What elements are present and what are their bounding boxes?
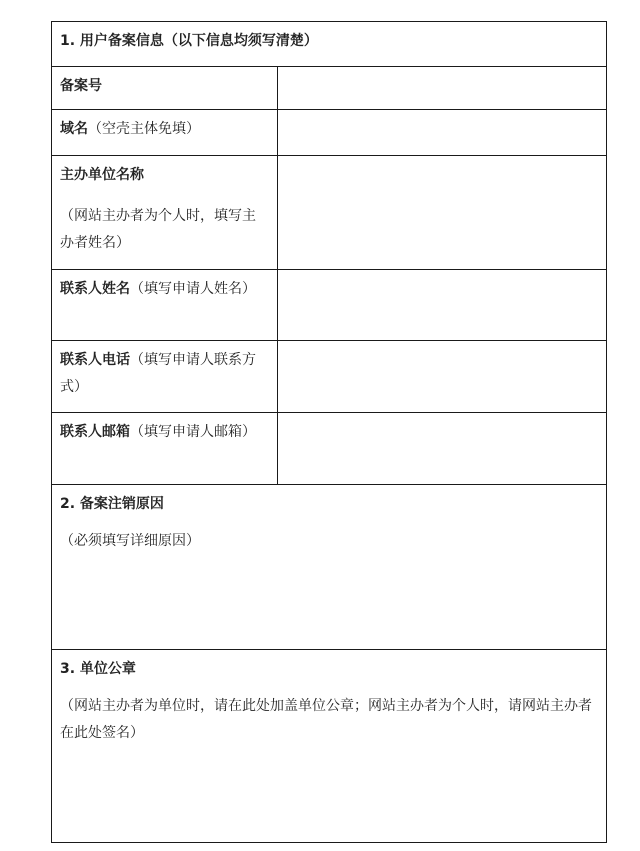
contact-name-row [52,270,607,341]
section3-note: （网站主办者为单位时，请在此处加盖单位公章；网站主办者为个人时，请网站主办者在此处签名） [60,698,592,741]
cancellation-form-table [51,21,607,843]
contact-email-label-cell [52,413,278,485]
domain-row [52,110,607,156]
contact-name-value-cell[interactable] [278,270,607,341]
domain-value-cell[interactable] [278,110,607,156]
contact-phone-hint: （填写申请人联系方式） [60,352,256,395]
section1-title-cell [52,22,607,67]
domain-hint: （空壳主体免填） [88,121,200,137]
organizer-name-label-cell [52,156,278,270]
record-number-row [52,67,607,110]
record-number-label-cell [52,67,278,110]
record-number-value-cell[interactable] [278,67,607,110]
official-seal-cell[interactable] [52,650,607,843]
contact-phone-label: 联系人电话 [60,352,130,368]
section1-title: 1. 用户备案信息（以下信息均须写清楚） [60,33,318,49]
domain-label: 域名 [60,121,88,137]
contact-email-value-cell[interactable] [278,413,607,485]
contact-name-label: 联系人姓名 [60,281,130,297]
organizer-name-hint: （网站主办者为个人时，填写主办者姓名） [60,208,256,251]
contact-email-row [52,413,607,485]
contact-name-hint: （填写申请人姓名） [130,281,256,297]
section2-title: 2. 备案注销原因 [60,496,164,512]
contact-email-label: 联系人邮箱 [60,424,130,440]
domain-label-cell [52,110,278,156]
organizer-name-value-cell[interactable] [278,156,607,270]
contact-phone-value-cell[interactable] [278,341,607,413]
cancellation-reason-cell[interactable] [52,485,607,650]
contact-phone-row [52,341,607,413]
contact-phone-label-cell [52,341,278,413]
organizer-name-label: 主办单位名称 [60,167,144,183]
contact-email-hint: （填写申请人邮箱） [130,424,256,440]
section2-note: （必须填写详细原因） [60,533,200,549]
section1-header-row [52,22,607,67]
record-number-label: 备案号 [60,78,102,94]
official-seal-row [52,650,607,843]
cancellation-reason-row [52,485,607,650]
organizer-name-row [52,156,607,270]
contact-name-label-cell [52,270,278,341]
section3-title: 3. 单位公章 [60,661,136,677]
